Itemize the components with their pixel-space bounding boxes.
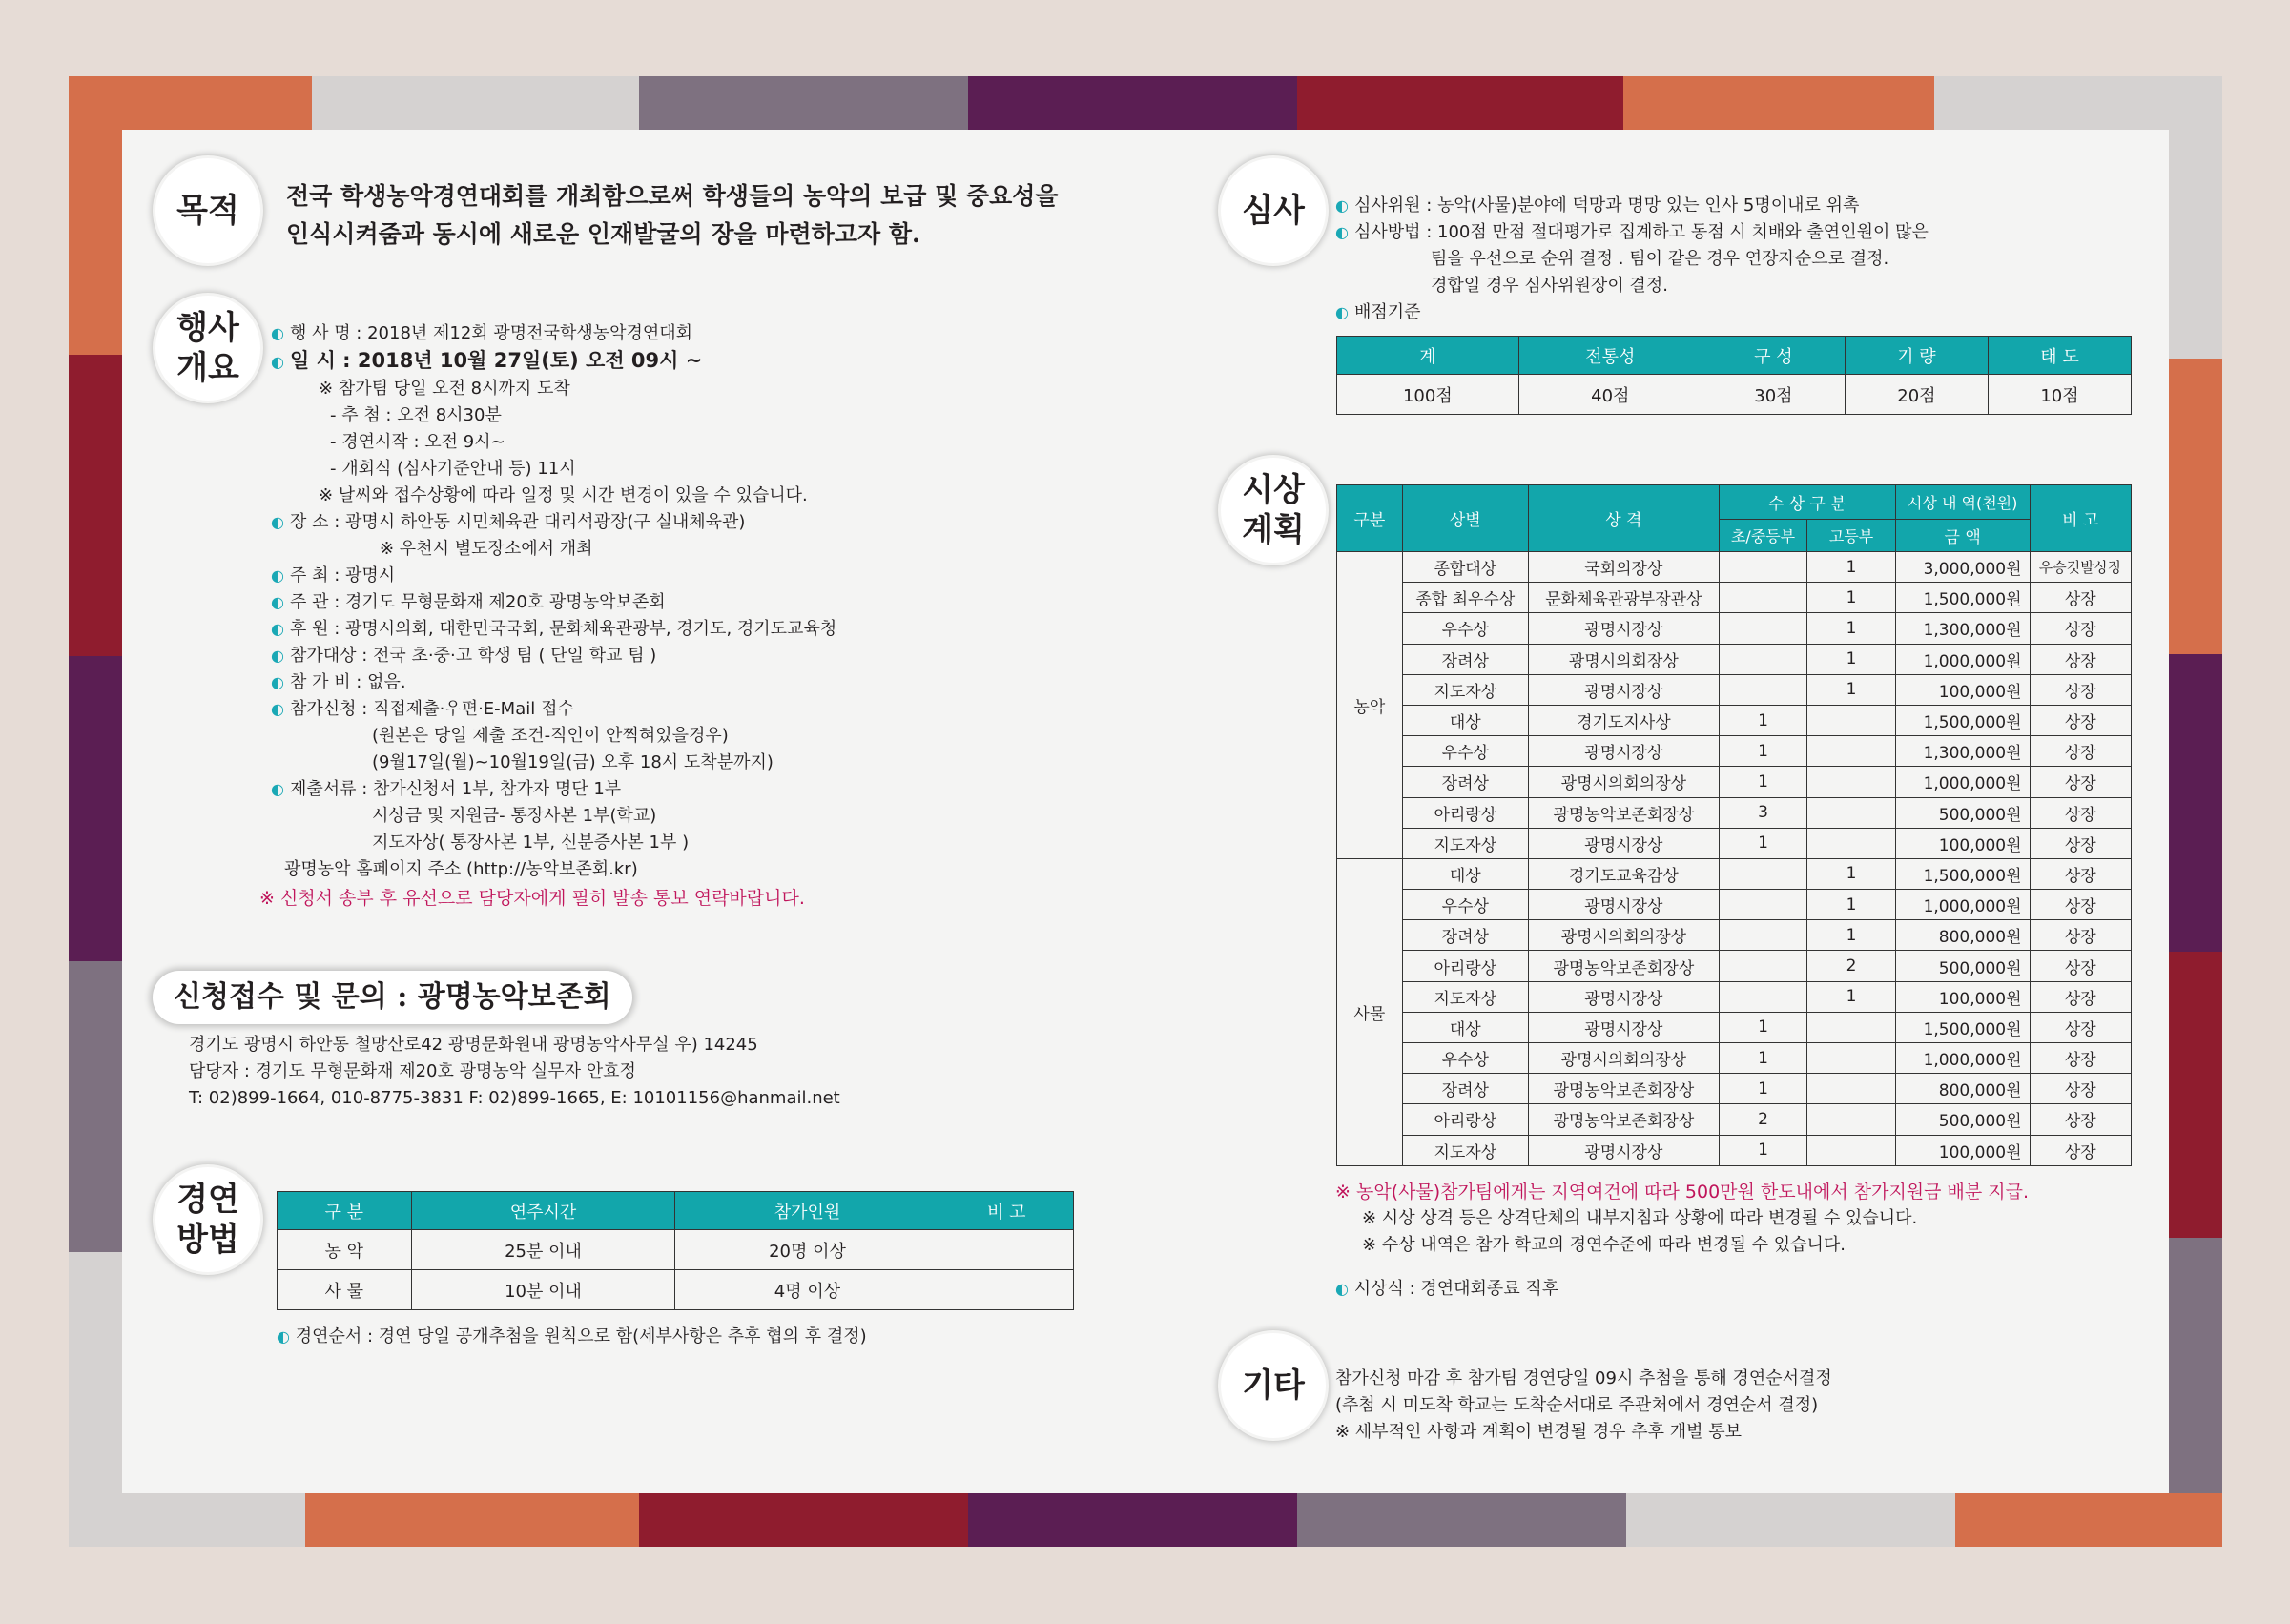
awards-header: 상 격 xyxy=(1528,485,1719,552)
list-item xyxy=(271,456,836,483)
table-cell: 3 xyxy=(1719,797,1807,828)
list-item-text: - 개회식 (심사기준안내 등) 11시 xyxy=(330,459,576,479)
table-cell: 1,300,000원 xyxy=(1895,736,2030,767)
table-row xyxy=(1337,920,2132,951)
list-item-text: ※ 참가팀 당일 오전 8시까지 도착 xyxy=(319,379,570,399)
etc-text: 참가신청 마감 후 참가팀 경연당일 09시 추첨을 통해 경연순서결정 (추첨 시 미도착 학교는 도착순서대로 주관처에서 경연순서 결정) ※ 세부적인 사항과 계획이 변경될 경우 추후 개별 통보 xyxy=(1335,1368,1832,1442)
awards-header: 초/중등부 xyxy=(1719,520,1807,552)
table-cell: 대상 xyxy=(1402,705,1528,735)
table-cell: 상장 xyxy=(2030,1135,2131,1165)
judging-circle xyxy=(1221,158,1326,263)
method-title-2: 방법 xyxy=(176,1221,239,1259)
list-item-text: 제출서류 : 참가신청서 1부, 참가자 명단 1부 xyxy=(289,779,622,799)
half-circle-icon: ◐ xyxy=(271,620,284,638)
table-cell: 광명시장상 xyxy=(1528,1135,1719,1165)
table-row xyxy=(1337,797,2132,828)
list-item-text: ※ 날씨와 접수상황에 따라 일정 및 시간 변경이 있을 수 있습니다. xyxy=(319,485,808,505)
table-cell xyxy=(1807,1074,1896,1104)
table-cell xyxy=(1807,1012,1896,1042)
awards-group-cell: 농악 xyxy=(1337,552,1403,859)
table-cell: 1 xyxy=(1719,1012,1807,1042)
table-cell: 장려상 xyxy=(1402,644,1528,674)
table-row xyxy=(1337,552,2132,583)
overview-notice: ※ 신청서 송부 후 유선으로 담당자에게 필히 발송 통보 연락바랍니다. xyxy=(259,888,805,909)
table-cell: 1,000,000원 xyxy=(1895,890,2030,920)
table-cell: 우수상 xyxy=(1402,1043,1528,1074)
table-cell: 500,000원 xyxy=(1895,1104,2030,1135)
table-cell: 4명 이상 xyxy=(675,1270,939,1310)
list-item-text: 배점기준 xyxy=(1353,302,1421,322)
table-cell: 1,000,000원 xyxy=(1895,1043,2030,1074)
list-item xyxy=(1335,193,1929,219)
half-circle-icon: ◐ xyxy=(271,566,284,585)
table-cell: 종합 최우수상 xyxy=(1402,583,1528,613)
overview-circle xyxy=(155,296,260,401)
half-circle-icon: ◐ xyxy=(271,780,284,798)
table-cell: 상장 xyxy=(2030,1012,2131,1042)
table-cell xyxy=(1807,705,1896,735)
table-cell: 지도자상 xyxy=(1402,981,1528,1012)
table-cell xyxy=(1807,797,1896,828)
table-cell: 상장 xyxy=(2030,736,2131,767)
table-cell xyxy=(1719,858,1807,889)
awards-title-1: 시상 xyxy=(1242,471,1305,509)
table-cell: 100,000원 xyxy=(1895,1135,2030,1165)
etc-title: 기타 xyxy=(1242,1367,1305,1405)
table-cell: 상장 xyxy=(2030,1104,2131,1135)
awards-note: ※ 수상 내역은 참가 학교의 경연수준에 따라 변경될 수 있습니다. xyxy=(1362,1235,1846,1255)
awards-title-2: 계획 xyxy=(1242,511,1305,549)
table-cell: 광명농악보존회장상 xyxy=(1528,1104,1719,1135)
table-cell xyxy=(1719,552,1807,583)
table-cell: 광명시장상 xyxy=(1528,1012,1719,1042)
table-cell: 1 xyxy=(1719,1043,1807,1074)
half-circle-icon: ◐ xyxy=(271,700,284,718)
table-cell xyxy=(1807,1135,1896,1165)
table-row xyxy=(1337,858,2132,889)
table-cell: 광명시의회의장상 xyxy=(1528,767,1719,797)
table-row xyxy=(1337,981,2132,1012)
table-cell: 우수상 xyxy=(1402,736,1528,767)
overview-list xyxy=(271,320,836,883)
list-item xyxy=(271,536,836,563)
half-circle-icon: ◐ xyxy=(1335,1280,1349,1298)
list-item xyxy=(271,616,836,643)
table-cell: 상장 xyxy=(2030,767,2131,797)
table-cell: 상장 xyxy=(2030,705,2131,735)
table-cell xyxy=(939,1270,1074,1310)
table-cell: 농 악 xyxy=(278,1230,412,1270)
table-cell: 800,000원 xyxy=(1895,1074,2030,1104)
table-cell: 1 xyxy=(1719,1135,1807,1165)
awards-circle xyxy=(1221,458,1326,563)
method-circle xyxy=(155,1167,260,1272)
list-item xyxy=(271,563,836,589)
table-cell: 대상 xyxy=(1402,1012,1528,1042)
table-cell: 상장 xyxy=(2030,583,2131,613)
table-cell: 1 xyxy=(1807,613,1896,644)
table-cell: 우수상 xyxy=(1402,890,1528,920)
overview-title-1: 행사 xyxy=(176,309,239,347)
table-cell: 광명시장상 xyxy=(1528,981,1719,1012)
awards-header: 고등부 xyxy=(1807,520,1896,552)
list-item xyxy=(271,776,836,803)
list-item xyxy=(271,830,836,856)
table-cell: 1 xyxy=(1807,920,1896,951)
list-item-text: - 경연시작 : 오전 9시~ xyxy=(330,432,505,452)
list-item-text: (원본은 당일 제출 조건-직인이 안찍혀있을경우) xyxy=(372,726,729,746)
table-cell: 1 xyxy=(1807,644,1896,674)
table-cell: 아리랑상 xyxy=(1402,951,1528,981)
table-cell: 상장 xyxy=(2030,981,2131,1012)
table-cell xyxy=(1719,920,1807,951)
judging-list xyxy=(1335,193,1929,326)
list-item-text: 행 사 명 : 2018년 제12회 광명전국학생농악경연대회 xyxy=(289,323,693,343)
awards-header: 수 상 구 분 xyxy=(1719,485,1895,520)
list-item-text: (9월17일(월)~10월19일(금) 오후 18시 도착분까지) xyxy=(372,752,774,772)
list-item xyxy=(271,402,836,429)
table-cell: 500,000원 xyxy=(1895,797,2030,828)
table-cell: 광명시의회의장상 xyxy=(1528,1043,1719,1074)
table-cell: 상장 xyxy=(2030,1074,2131,1104)
method-table xyxy=(277,1191,1074,1310)
table-row xyxy=(1337,951,2132,981)
table-cell: 광명시의회장상 xyxy=(1528,644,1719,674)
list-item-text: 시상금 및 지원금- 통장사본 1부(학교) xyxy=(372,806,657,826)
list-item xyxy=(1335,246,1929,273)
table-cell: 광명시장상 xyxy=(1528,890,1719,920)
table-row xyxy=(1337,613,2132,644)
table-row xyxy=(1337,736,2132,767)
table-cell: 1 xyxy=(1719,767,1807,797)
method-title-1: 경연 xyxy=(176,1181,239,1219)
list-item xyxy=(271,483,836,509)
table-cell: 상장 xyxy=(2030,828,2131,858)
table-cell: 40점 xyxy=(1518,375,1702,415)
table-cell xyxy=(1719,674,1807,705)
awards-note: ※ 농악(사물)참가팀에게는 지역여건에 따라 500만원 한도내에서 참가지원금 배분 지급. xyxy=(1335,1182,2030,1203)
half-circle-icon: ◐ xyxy=(1335,223,1349,241)
table-cell: 아리랑상 xyxy=(1402,797,1528,828)
method-header: 참가인원 xyxy=(675,1192,939,1230)
table-cell: 1,500,000원 xyxy=(1895,1012,2030,1042)
awards-header: 시상 내 역(천원) xyxy=(1895,485,2030,520)
list-item-text: 참가대상 : 전국 초·중·고 학생 팀 ( 단일 학교 팀 ) xyxy=(289,646,657,666)
table-cell: 25분 이내 xyxy=(411,1230,675,1270)
awards-table xyxy=(1336,484,2132,1166)
list-item xyxy=(271,856,836,883)
table-cell: 100,000원 xyxy=(1895,828,2030,858)
table-cell: 30점 xyxy=(1702,375,1845,415)
list-item xyxy=(271,589,836,616)
list-item-text: 경합일 경우 심사위원장이 결정. xyxy=(1431,276,1668,296)
purpose-text: 전국 학생농악경연대회를 개최함으로써 학생들의 농악의 보급 및 중요성을 인식시켜줌과 동시에 새로운 인재발굴의 장을 마련하고자 함. xyxy=(286,182,1059,248)
table-cell: 100점 xyxy=(1337,375,1519,415)
table-cell: 1 xyxy=(1719,828,1807,858)
table-cell: 2 xyxy=(1719,1104,1807,1135)
list-item xyxy=(271,509,836,536)
table-cell: 광명농악보존회장상 xyxy=(1528,951,1719,981)
list-item-text: 주 최 : 광명시 xyxy=(289,565,396,586)
table-cell: 1 xyxy=(1807,858,1896,889)
table-cell: 20점 xyxy=(1845,375,1988,415)
table-cell: 1 xyxy=(1807,890,1896,920)
table-row xyxy=(1337,583,2132,613)
table-cell: 20명 이상 xyxy=(675,1230,939,1270)
table-cell: 1 xyxy=(1807,674,1896,705)
score-header: 기 량 xyxy=(1845,337,1988,375)
table-cell: 광명시장상 xyxy=(1528,613,1719,644)
table-cell xyxy=(1719,583,1807,613)
table-cell: 10분 이내 xyxy=(411,1270,675,1310)
table-cell: 상장 xyxy=(2030,613,2131,644)
score-header: 구 성 xyxy=(1702,337,1845,375)
table-cell: 국회의장상 xyxy=(1528,552,1719,583)
table-cell: 1,300,000원 xyxy=(1895,613,2030,644)
table-row xyxy=(1337,644,2132,674)
table-cell: 상장 xyxy=(2030,858,2131,889)
table-cell: 1 xyxy=(1807,583,1896,613)
table-cell: 장려상 xyxy=(1402,767,1528,797)
list-item-text: 일 시 : 2018년 10월 27일(토) 오전 09시 ~ xyxy=(289,349,703,372)
table-cell: 우수상 xyxy=(1402,613,1528,644)
table-cell: 상장 xyxy=(2030,920,2131,951)
table-cell: 문화체육관광부장관상 xyxy=(1528,583,1719,613)
table-cell: 광명시장상 xyxy=(1528,674,1719,705)
table-cell: 우승깃발상장 xyxy=(2030,552,2131,583)
half-circle-icon: ◐ xyxy=(1335,303,1349,321)
table-row xyxy=(1337,767,2132,797)
table-cell: 광명시의회의장상 xyxy=(1528,920,1719,951)
list-item xyxy=(1335,219,1929,246)
table-row xyxy=(1337,1074,2132,1104)
list-item xyxy=(271,320,836,347)
score-header: 계 xyxy=(1337,337,1519,375)
table-cell: 1,000,000원 xyxy=(1895,644,2030,674)
table-cell xyxy=(1719,613,1807,644)
method-header: 비 고 xyxy=(939,1192,1074,1230)
table-cell: 지도자상 xyxy=(1402,674,1528,705)
table-cell: 10점 xyxy=(1988,375,2131,415)
contact-info: 경기도 광명시 하안동 철망산로42 광명문화원내 광명농악사무실 우) 14245 담당자 : 경기도 무형문화재 제20호 광명농악 실무자 안효정 T: 02)899-1664, 010-8775-3831 F: 02)899-1665, E: 10101156@hanmail.net xyxy=(189,1035,840,1108)
score-header: 전통성 xyxy=(1518,337,1702,375)
half-circle-icon: ◐ xyxy=(1335,196,1349,215)
table-cell: 경기도지사상 xyxy=(1528,705,1719,735)
half-circle-icon: ◐ xyxy=(271,593,284,611)
table-row xyxy=(1337,1012,2132,1042)
list-item xyxy=(271,429,836,456)
half-circle-icon: ◐ xyxy=(277,1327,290,1346)
table-cell: 2 xyxy=(1807,951,1896,981)
table-cell: 100,000원 xyxy=(1895,674,2030,705)
table-cell: 100,000원 xyxy=(1895,981,2030,1012)
overview-title-2: 개요 xyxy=(176,349,239,387)
table-cell xyxy=(1719,951,1807,981)
method-header: 연주시간 xyxy=(411,1192,675,1230)
table-cell: 3,000,000원 xyxy=(1895,552,2030,583)
table-cell xyxy=(1719,890,1807,920)
table-cell: 상장 xyxy=(2030,951,2131,981)
table-cell: 500,000원 xyxy=(1895,951,2030,981)
method-note: ◐ 경연순서 : 경연 당일 공개추첨을 원칙으로 함(세부사항은 추후 협의 후 결정) xyxy=(277,1326,867,1346)
table-cell: 1 xyxy=(1807,552,1896,583)
awards-group-cell: 사물 xyxy=(1337,858,1403,1165)
awards-header: 상별 xyxy=(1402,485,1528,552)
table-cell: 1,500,000원 xyxy=(1895,583,2030,613)
list-item xyxy=(271,669,836,696)
score-table xyxy=(1336,336,2132,415)
table-cell: 1,500,000원 xyxy=(1895,858,2030,889)
table-cell: 1 xyxy=(1719,736,1807,767)
table-cell: 종합대상 xyxy=(1402,552,1528,583)
half-circle-icon: ◐ xyxy=(271,673,284,691)
table-cell: 사 물 xyxy=(278,1270,412,1310)
table-cell: 광명시장상 xyxy=(1528,828,1719,858)
etc-circle xyxy=(1221,1333,1326,1438)
awards-notes xyxy=(1335,1179,2029,1259)
table-cell: 상장 xyxy=(2030,644,2131,674)
list-item-text: 지도자상( 통장사본 1부, 신분증사본 1부 ) xyxy=(372,833,690,853)
table-row xyxy=(1337,674,2132,705)
table-cell: 경기도교육감상 xyxy=(1528,858,1719,889)
table-row xyxy=(1337,1043,2132,1074)
table-cell xyxy=(1719,981,1807,1012)
half-circle-icon: ◐ xyxy=(271,647,284,665)
awards-note: ※ 시상 상격 등은 상격단체의 내부지침과 상황에 따라 변경될 수 있습니다. xyxy=(1362,1208,1918,1228)
list-item xyxy=(271,376,836,402)
purpose-circle xyxy=(155,158,260,263)
list-item xyxy=(271,803,836,830)
list-item xyxy=(1335,299,1929,326)
list-item xyxy=(1335,273,1929,299)
purpose-title: 목적 xyxy=(176,192,239,230)
ceremony-line: ◐ 시상식 : 경연대회종료 직후 xyxy=(1335,1279,1559,1299)
table-cell: 장려상 xyxy=(1402,920,1528,951)
list-item-text: 참가신청 : 직접제출·우편·E-Mail 접수 xyxy=(289,699,574,719)
table-cell: 상장 xyxy=(2030,674,2131,705)
half-circle-icon: ◐ xyxy=(271,513,284,531)
table-cell xyxy=(1807,828,1896,858)
table-cell: 상장 xyxy=(2030,1043,2131,1074)
half-circle-icon: ◐ xyxy=(271,353,284,371)
table-cell: 800,000원 xyxy=(1895,920,2030,951)
table-cell: 광명농악보존회장상 xyxy=(1528,1074,1719,1104)
table-cell: 1,500,000원 xyxy=(1895,705,2030,735)
list-item xyxy=(271,643,836,669)
list-item-text: - 추 첨 : 오전 8시30분 xyxy=(330,405,502,425)
table-cell: 1 xyxy=(1719,705,1807,735)
table-cell xyxy=(1807,1104,1896,1135)
list-item-text: ※ 우천시 별도장소에서 개최 xyxy=(380,539,593,559)
table-cell: 상장 xyxy=(2030,797,2131,828)
table-row xyxy=(1337,1104,2132,1135)
table-cell xyxy=(1807,767,1896,797)
judging-title: 심사 xyxy=(1242,192,1305,230)
table-cell xyxy=(939,1230,1074,1270)
table-cell: 1 xyxy=(1807,981,1896,1012)
list-item-text: 장 소 : 광명시 하안동 시민체육관 대리석광장(구 실내체육관) xyxy=(289,512,746,532)
list-item-text: 후 원 : 광명시의회, 대한민국국회, 문화체육관광부, 경기도, 경기도교육청 xyxy=(289,619,837,639)
awards-header: 비 고 xyxy=(2030,485,2131,552)
list-item xyxy=(271,750,836,776)
half-circle-icon: ◐ xyxy=(271,324,284,342)
table-row xyxy=(1337,705,2132,735)
list-item-text: 광명농악 홈페이지 주소 (http://농악보존회.kr) xyxy=(284,859,638,879)
table-row xyxy=(1337,828,2132,858)
table-cell: 1,000,000원 xyxy=(1895,767,2030,797)
list-item xyxy=(271,347,836,376)
table-cell xyxy=(1807,736,1896,767)
awards-header: 금 액 xyxy=(1895,520,2030,552)
table-cell: 장려상 xyxy=(1402,1074,1528,1104)
list-item-text: 참 가 비 : 없음. xyxy=(289,672,406,692)
table-cell xyxy=(1807,1043,1896,1074)
awards-header: 구분 xyxy=(1337,485,1403,552)
list-item-text: 심사위원 : 농악(사물)분야에 덕망과 명망 있는 인사 5명이내로 위촉 xyxy=(1353,195,1860,216)
table-cell: 상장 xyxy=(2030,890,2131,920)
table-cell: 광명농악보존회장상 xyxy=(1528,797,1719,828)
table-cell: 광명시장상 xyxy=(1528,736,1719,767)
list-item xyxy=(271,696,836,723)
table-cell xyxy=(1719,644,1807,674)
table-row xyxy=(1337,1135,2132,1165)
list-item-text: 팀을 우선으로 순위 결정 . 팀이 같은 경우 연장자순으로 결정. xyxy=(1431,249,1889,269)
list-item-text: 주 관 : 경기도 무형문화재 제20호 광명농악보존회 xyxy=(289,592,666,612)
table-cell: 지도자상 xyxy=(1402,828,1528,858)
table-cell: 아리랑상 xyxy=(1402,1104,1528,1135)
list-item xyxy=(271,723,836,750)
table-cell: 지도자상 xyxy=(1402,1135,1528,1165)
table-cell: 1 xyxy=(1719,1074,1807,1104)
method-header: 구 분 xyxy=(278,1192,412,1230)
table-cell: 대상 xyxy=(1402,858,1528,889)
table-row xyxy=(1337,890,2132,920)
score-header: 태 도 xyxy=(1988,337,2131,375)
contact-title: 신청접수 및 문의 : 광명농악보존회 xyxy=(153,971,632,1024)
list-item-text: 심사방법 : 100점 만점 절대평가로 집계하고 동점 시 치배와 출연인원이 많은 xyxy=(1353,222,1929,242)
